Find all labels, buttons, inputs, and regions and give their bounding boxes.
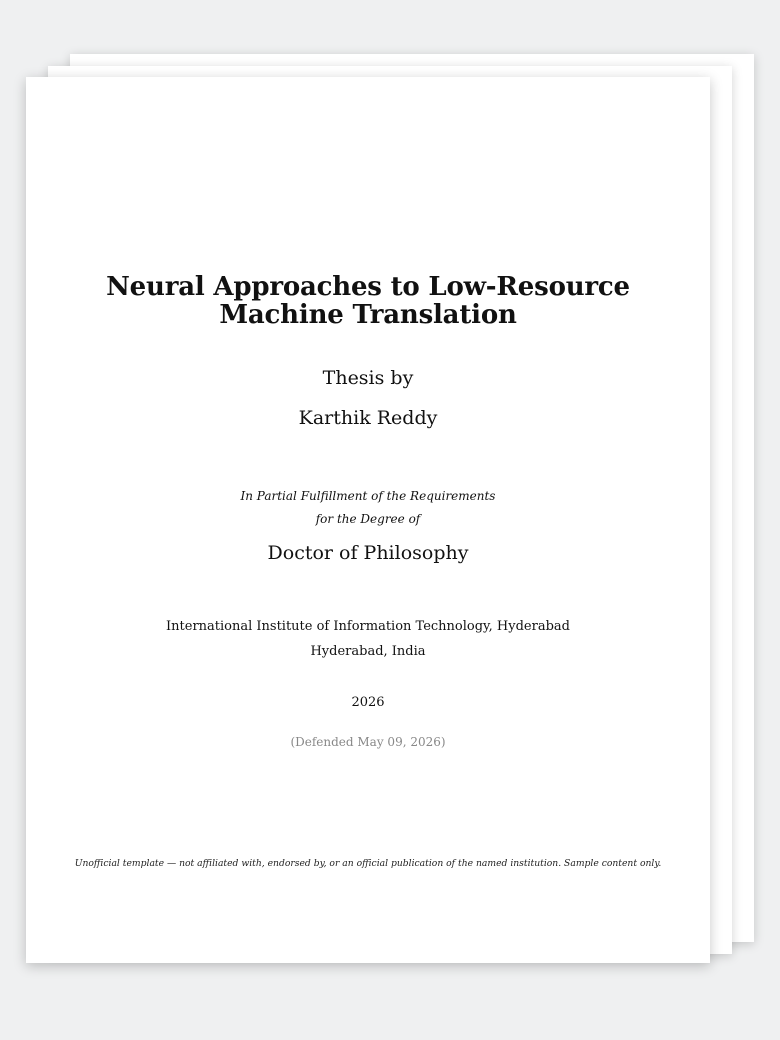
fulfillment-line-2: for the Degree of: [315, 512, 421, 526]
fulfillment-line-1: In Partial Fulfillment of the Requirements: [240, 489, 496, 503]
degree-name: Doctor of Philosophy: [267, 542, 469, 564]
title-page: [26, 77, 710, 963]
thesis-title: [26, 273, 710, 329]
thesis-title-line-1: Neural Approaches to Low-Resource: [106, 272, 630, 302]
disclaimer-note: Unofficial template — not affiliated with, endorsed by, or an official publication of the named institution. Sample content only.: [74, 858, 662, 869]
defense-date: (Defended May 09, 2026): [290, 735, 446, 749]
thesis-by-label: Thesis by: [322, 367, 414, 389]
institution-name: International Institute of Information Technology, Hyderabad: [166, 619, 570, 634]
title-page-content: [26, 77, 710, 963]
submission-year: 2026: [351, 695, 385, 710]
thesis-title-line-2: Machine Translation: [219, 300, 517, 330]
institution-location: Hyderabad, India: [310, 644, 426, 659]
author-name: Karthik Reddy: [298, 407, 438, 429]
fulfillment-statement: [26, 485, 710, 531]
